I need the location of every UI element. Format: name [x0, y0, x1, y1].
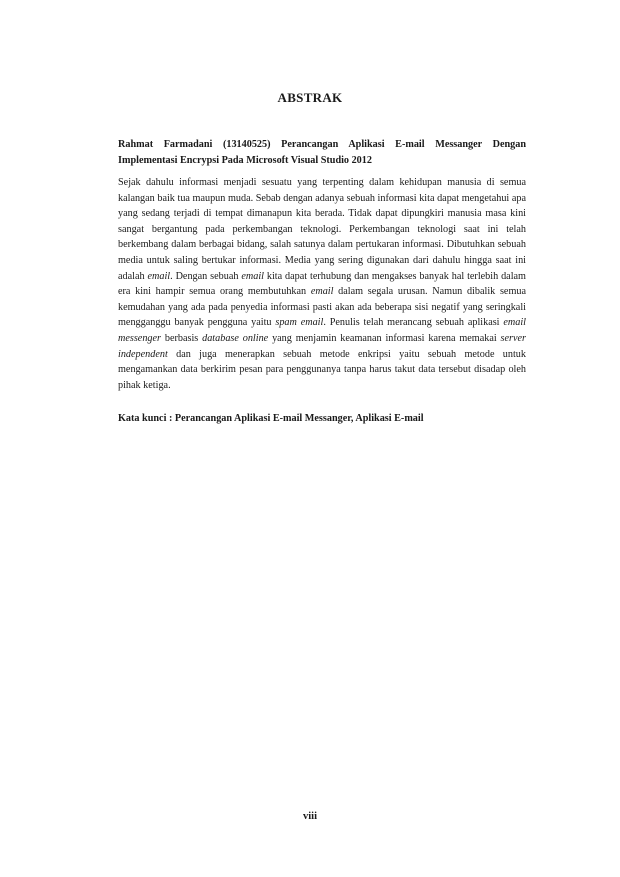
abstract-body: [118, 175, 526, 393]
body-text: berbasis: [161, 332, 203, 344]
italic-term: email messenger: [118, 317, 526, 344]
body-text: dalam segala urusan. Namun dibalik semua kemudahan yang ada pada penyedia informasi pasti akan ada beberapa sisi negatif yang seringkali mengganggu banyak pengguna yaitu: [118, 286, 526, 329]
italic-term: server independent: [118, 332, 526, 360]
body-text: yang menjamin keamanan informasi karena memakai: [268, 332, 501, 344]
keywords-line: Kata kunci : Perancangan Aplikasi E-mail Messanger, Aplikasi E-mail: [118, 413, 424, 424]
abstract-heading: Rahmat Farmadani (13140525) Perancangan Aplikasi E-mail Messanger Dengan Implementasi Encrypsi Pada Microsoft Visual Studio 2012: [118, 139, 526, 166]
italic-term: spam email: [275, 317, 324, 329]
body-text: dan juga menerapkan sebuah metode enkripsi yaitu sebuah metode untuk mengamankan data berkirim pesan para penggunanya tanpa harus takut data tersebut disadap oleh pihak ketiga.: [118, 348, 526, 391]
italic-term: email: [241, 270, 264, 282]
page-number: viii: [302, 811, 317, 822]
italic-term: email: [147, 270, 171, 282]
body-text: Sejak dahulu informasi menjadi sesuatu yang terpenting dalam kehidupan manusia di semua kalangan baik tua maupun muda. Sebab dengan adanya sebuah informasi kita dapat mengetahui apa yang sedang terjadi di tempat dimanapun kita berada. Tidak dapat dipungkiri manusia masa kini sangat bergantung pada perkembangan teknologi. Perkembangan teknologi saat ini telah berkembang dalam berbagai bidang, salah satunya dalam pertukaran informasi. Dibutuhkan sebuah media untuk saling bertukar informasi. Media yang sering digunakan dari dahulu hingga saat ini adalah: [118, 177, 526, 282]
page-title: ABSTRAK: [277, 90, 343, 105]
italic-term: database online: [202, 332, 269, 344]
italic-term: email: [310, 286, 334, 298]
body-text: kita dapat terhubung dan mengakses banyak hal terlebih dalam era kini hampir semua orang membutuhkan: [118, 270, 526, 298]
body-text: . Penulis telah merancang sebuah aplikasi: [323, 317, 504, 329]
body-text: . Dengan sebuah: [170, 270, 242, 282]
